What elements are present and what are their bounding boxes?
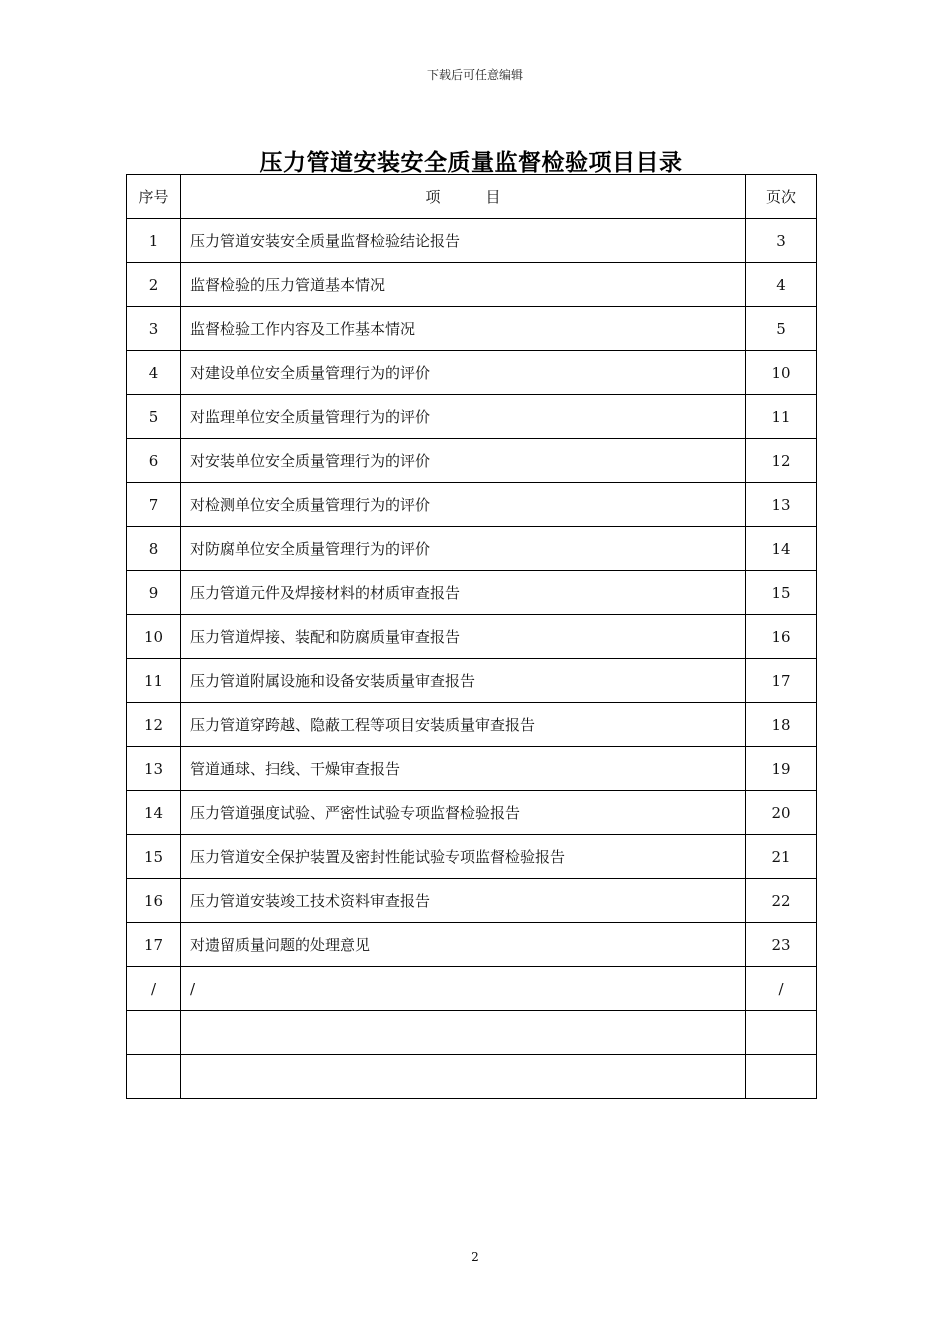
row-num <box>127 1055 181 1099</box>
row-item: 对遗留质量问题的处理意见 <box>181 923 746 967</box>
row-num: 2 <box>127 263 181 307</box>
table-row <box>127 1055 817 1099</box>
row-page: / <box>746 967 817 1011</box>
row-num: 11 <box>127 659 181 703</box>
row-item: 监督检验工作内容及工作基本情况 <box>181 307 746 351</box>
row-item: / <box>181 967 746 1011</box>
row-item: 压力管道安全保护装置及密封性能试验专项监督检验报告 <box>181 835 746 879</box>
row-num: 8 <box>127 527 181 571</box>
row-item: 监督检验的压力管道基本情况 <box>181 263 746 307</box>
row-num: 17 <box>127 923 181 967</box>
header-page: 页次 <box>746 175 817 219</box>
table-row <box>127 1011 817 1055</box>
row-num: 13 <box>127 747 181 791</box>
row-item <box>181 1011 746 1055</box>
row-num: 4 <box>127 351 181 395</box>
table-row <box>127 659 817 703</box>
row-item: 压力管道焊接、装配和防腐质量审查报告 <box>181 615 746 659</box>
row-page <box>746 1011 817 1055</box>
document-title: 压力管道安装安全质量监督检验项目目录 <box>259 150 683 176</box>
row-page: 15 <box>746 571 817 615</box>
row-item: 对建设单位安全质量管理行为的评价 <box>181 351 746 395</box>
row-num: 15 <box>127 835 181 879</box>
table-row <box>127 351 817 395</box>
row-num <box>127 1011 181 1055</box>
header-note: 下载后可任意编辑 <box>426 68 523 82</box>
row-page: 16 <box>746 615 817 659</box>
table-row <box>127 219 817 263</box>
row-item: 对防腐单位安全质量管理行为的评价 <box>181 527 746 571</box>
row-page: 12 <box>746 439 817 483</box>
row-item: 压力管道安装竣工技术资料审查报告 <box>181 879 746 923</box>
row-num: 1 <box>127 219 181 263</box>
row-num: 10 <box>127 615 181 659</box>
table-row <box>127 395 817 439</box>
row-page: 23 <box>746 923 817 967</box>
toc-body <box>127 219 817 1099</box>
table-row <box>127 835 817 879</box>
row-page: 19 <box>746 747 817 791</box>
row-page: 18 <box>746 703 817 747</box>
table-row <box>127 439 817 483</box>
table-row <box>127 615 817 659</box>
row-num: 7 <box>127 483 181 527</box>
table-row <box>127 483 817 527</box>
row-num: 5 <box>127 395 181 439</box>
row-item: 对监理单位安全质量管理行为的评价 <box>181 395 746 439</box>
row-item: 管道通球、扫线、干燥审查报告 <box>181 747 746 791</box>
row-page: 21 <box>746 835 817 879</box>
row-item: 压力管道强度试验、严密性试验专项监督检验报告 <box>181 791 746 835</box>
toc-table <box>126 174 817 1099</box>
row-page: 11 <box>746 395 817 439</box>
page-number: 2 <box>471 1250 479 1264</box>
table-row <box>127 307 817 351</box>
row-page: 22 <box>746 879 817 923</box>
table-header-row <box>127 175 817 219</box>
row-page: 13 <box>746 483 817 527</box>
table-row <box>127 879 817 923</box>
table-row <box>127 923 817 967</box>
row-page: 17 <box>746 659 817 703</box>
row-page: 4 <box>746 263 817 307</box>
table-row <box>127 263 817 307</box>
row-item: 对检测单位安全质量管理行为的评价 <box>181 483 746 527</box>
table-row <box>127 791 817 835</box>
row-item <box>181 1055 746 1099</box>
row-item: 压力管道穿跨越、隐蔽工程等项目安装质量审查报告 <box>181 703 746 747</box>
header-num: 序号 <box>127 175 181 219</box>
row-page: 5 <box>746 307 817 351</box>
row-num: 9 <box>127 571 181 615</box>
row-item: 压力管道附属设施和设备安装质量审查报告 <box>181 659 746 703</box>
row-page <box>746 1055 817 1099</box>
table-row <box>127 571 817 615</box>
table-row <box>127 703 817 747</box>
row-num: / <box>127 967 181 1011</box>
row-item: 压力管道元件及焊接材料的材质审查报告 <box>181 571 746 615</box>
row-page: 14 <box>746 527 817 571</box>
row-item: 对安装单位安全质量管理行为的评价 <box>181 439 746 483</box>
row-page: 20 <box>746 791 817 835</box>
row-page: 10 <box>746 351 817 395</box>
table-row <box>127 527 817 571</box>
row-num: 6 <box>127 439 181 483</box>
table-row <box>127 967 817 1011</box>
header-item: 项 目 <box>181 175 746 219</box>
row-item: 压力管道安装安全质量监督检验结论报告 <box>181 219 746 263</box>
row-num: 14 <box>127 791 181 835</box>
row-num: 16 <box>127 879 181 923</box>
row-page: 3 <box>746 219 817 263</box>
row-num: 3 <box>127 307 181 351</box>
table-row <box>127 747 817 791</box>
row-num: 12 <box>127 703 181 747</box>
